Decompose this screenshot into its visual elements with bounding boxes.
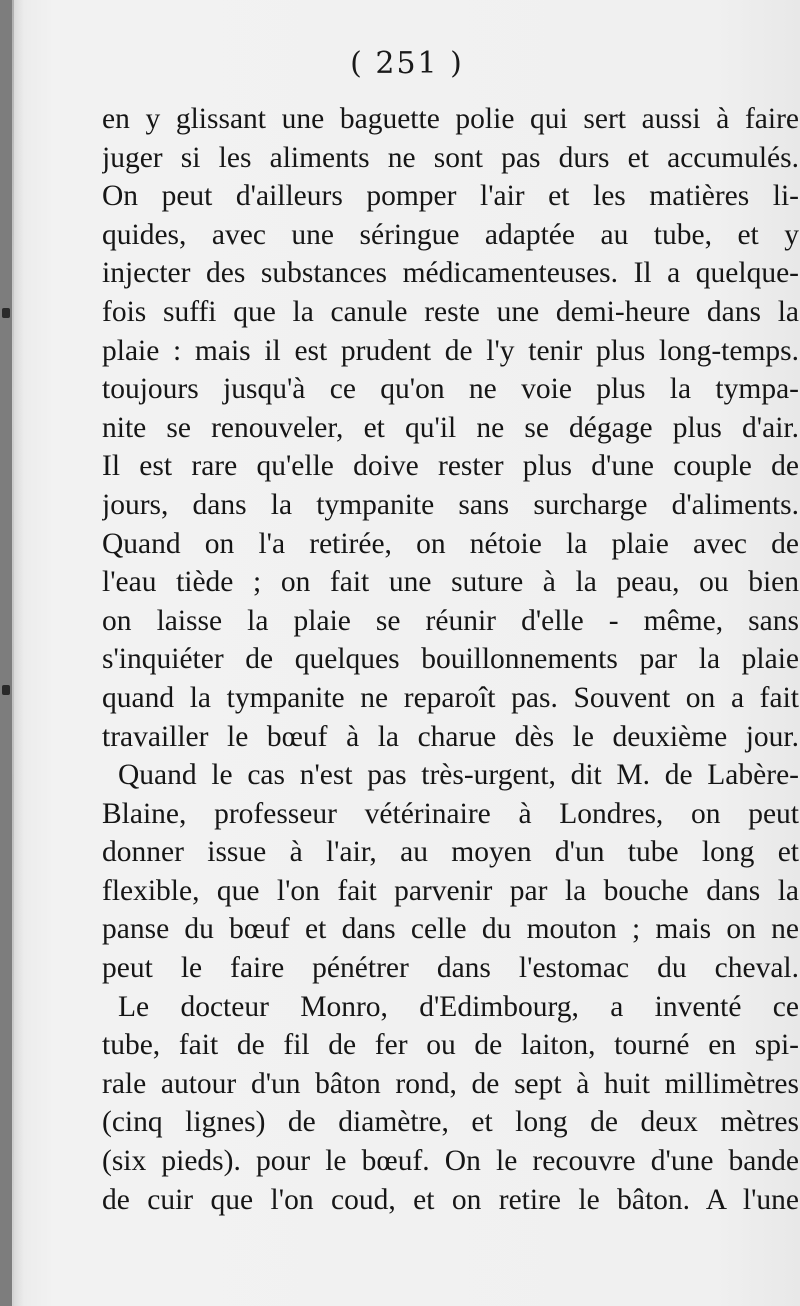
text-line-6: fois suffi que la canule reste une demi-heure dans la [102, 295, 799, 328]
text-line-12: Quand on l'a retirée, on nétoie la plaie avec de [102, 527, 799, 560]
text-line-24: Le docteur Monro, d'Edimbourg, a inventé ce [118, 990, 799, 1023]
text-line-15: s'inquiéter de quelques bouillonnements par la plaie [102, 643, 799, 676]
text-line-14: on laisse la plaie se réunir d'elle - même, sans [102, 604, 799, 637]
text-line-27: (cinq lignes) de diamètre, et long de deux mètres [102, 1106, 799, 1139]
text-line-17: travailler le bœuf à la charue dès le deuxième jour. [102, 720, 799, 753]
text-line-20: donner issue à l'air, au moyen d'un tube long et [102, 836, 799, 869]
text-line-2: juger si les aliments ne sont pas durs et accumulés. [102, 141, 799, 174]
text-line-11: jours, dans la tympanite sans surcharge d'aliments. [102, 488, 799, 521]
text-line-21: flexible, que l'on fait parvenir par la bouche dans la [102, 874, 799, 907]
text-line-26: rale autour d'un bâton rond, de sept à huit millimètres [102, 1067, 799, 1100]
text-line-16: quand la tympanite ne reparoît pas. Souvent on a fait [102, 681, 799, 714]
text-line-8: toujours jusqu'à ce qu'on ne voie plus la tympa- [102, 373, 799, 406]
text-line-23: peut le faire pénétrer dans l'estomac du cheval. [102, 952, 799, 985]
book-page [14, 0, 800, 1306]
page-number: ( 251 ) [350, 46, 464, 81]
text-line-25: tube, fait de fil de fer ou de laiton, tourné en spi- [102, 1029, 799, 1062]
text-line-3: On peut d'ailleurs pomper l'air et les matières li- [102, 180, 799, 213]
text-line-9: nite se renouveler, et qu'il ne se dégage plus d'air. [102, 411, 799, 444]
text-line-7: plaie : mais il est prudent de l'y tenir plus long-temps. [102, 334, 799, 367]
text-line-10: Il est rare qu'elle doive rester plus d'une couple de [102, 450, 799, 483]
margin-ink-mark [2, 685, 10, 695]
text-line-29: de cuir que l'on coud, et on retire le bâton. A l'une [102, 1183, 799, 1216]
text-line-18: Quand le cas n'est pas très-urgent, dit M. de Labère- [118, 759, 799, 792]
text-line-28: (six pieds). pour le bœuf. On le recouvre d'une bande [102, 1145, 799, 1178]
margin-ink-mark [2, 308, 10, 318]
page-body-text [102, 100, 799, 1219]
text-line-19: Blaine, professeur vétérinaire à Londres, on peut [102, 797, 799, 830]
text-line-13: l'eau tiède ; on fait une suture à la peau, ou bien [102, 566, 799, 599]
text-line-22: panse du bœuf et dans celle du mouton ; mais on ne [102, 913, 799, 946]
text-line-5: injecter des substances médicamenteuses. Il a quelque- [102, 257, 799, 290]
text-line-4: quides, avec une séringue adaptée au tube, et y [102, 218, 799, 251]
text-line-1: en y glissant une baguette polie qui sert aussi à faire [102, 103, 799, 135]
